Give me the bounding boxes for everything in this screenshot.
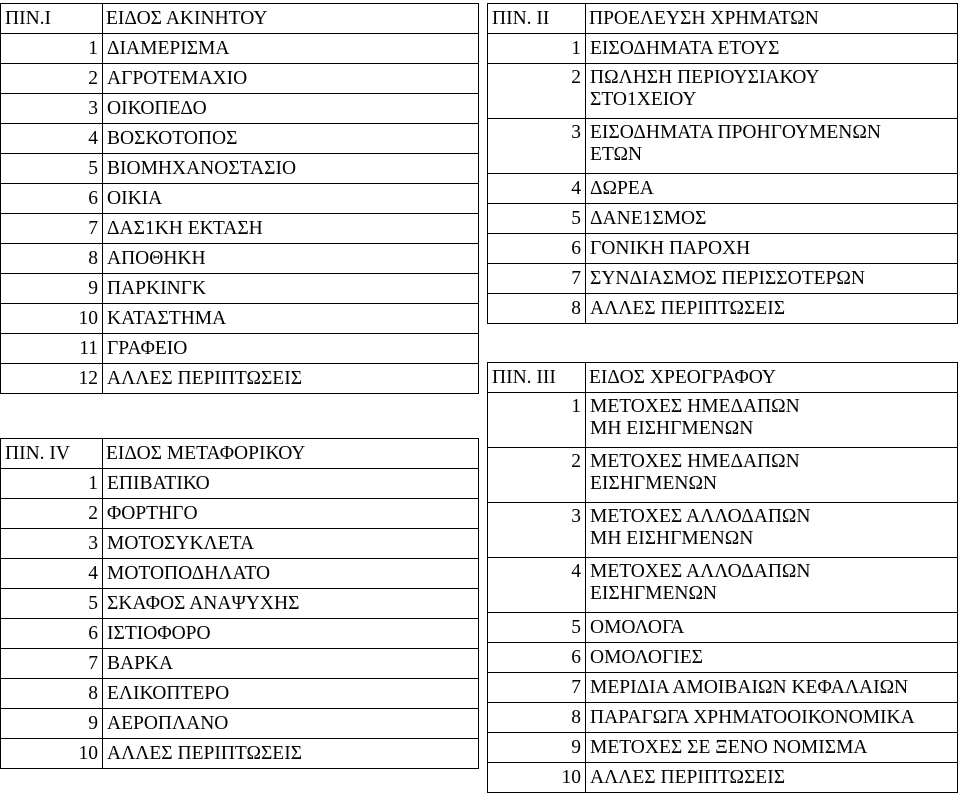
table-i-row: [1, 64, 479, 94]
table-iii-row-label-cell: [586, 643, 958, 673]
table-i-row-label: ΚΑΤΑΣΤΗΜΑ: [107, 308, 227, 329]
table-iv-row: [1, 679, 479, 709]
table-i-code-text: ΠΙΝ.Ι: [5, 8, 52, 29]
table-i-row-num-cell: [1, 184, 103, 214]
table-ii-row: [488, 174, 958, 204]
table-iii-row: [488, 448, 958, 503]
table-iv-row-label-cell: [103, 499, 479, 529]
table-ii-row-label: ΔΩΡΕΑ: [590, 178, 654, 199]
table-i-row: [1, 34, 479, 64]
table-i-row-num: 1: [88, 38, 98, 59]
table-iv-row-label: ΑΕΡΟΠΛΑΝΟ: [107, 713, 229, 734]
table-i-row-num: 2: [88, 68, 98, 89]
table-iv-row: [1, 649, 479, 679]
table-i-row-label-cell: [103, 364, 479, 394]
table-iii-row-num: 10: [561, 767, 581, 788]
table-iv-row-num-cell: [1, 499, 103, 529]
right-code-table: [487, 3, 958, 793]
table-i-row-label: ΑΠΟΘΗΚΗ: [107, 248, 206, 269]
table-iv-row: [1, 499, 479, 529]
table-iv-row-label: ΑΛΛΕΣ ΠΕΡΙΠΤΩΣΕΙΣ: [107, 743, 303, 764]
table-ii-row-num: 7: [571, 268, 581, 289]
right-table-body: [488, 4, 958, 793]
table-ii-row-label-cell: [586, 34, 958, 64]
table-iv-row: [1, 739, 479, 769]
table-iii-row: [488, 673, 958, 703]
table-iii-row-label: ΜΕΤΟΧΕΣ ΗΜΕΔΑΠΩΝ: [590, 396, 800, 417]
table-i-row-num: 7: [88, 218, 98, 239]
table-iv-row-label-cell: [103, 619, 479, 649]
table-iii-row-label-cell: [586, 733, 958, 763]
table-iv-row: [1, 559, 479, 589]
table-i-row-label: ΟΙΚΟΠΕΔΟ: [107, 98, 207, 119]
table-iii-row-num-cell: [488, 643, 586, 673]
table-ii-row-label-cell: [586, 234, 958, 264]
table-ii-row-num-cell: [488, 64, 586, 119]
table-ii-row-label-cell: [586, 64, 958, 119]
table-i-row-label-cell: [103, 154, 479, 184]
table-iv-row-num-cell: [1, 649, 103, 679]
table-iv-row-num: 9: [88, 713, 98, 734]
table-i-row-num-cell: [1, 304, 103, 334]
table-iv-row-num-cell: [1, 469, 103, 499]
table-iv-row-num: 2: [88, 503, 98, 524]
table-iii-row-num: 1: [571, 396, 581, 417]
spacer-cell: [586, 324, 958, 363]
table-ii-row-label: ΣΥΝΔΙΑΣΜΟΣ ΠΕΡΙΣΣΟΤΕΡΩΝ: [590, 268, 865, 289]
table-ii-row-num: 6: [571, 238, 581, 259]
table-iii-row-label: ΟΜΟΛΟΓΑ: [590, 617, 685, 638]
table-iii-row: [488, 763, 958, 793]
table-iii-row-label: ΠΑΡΑΓΩΓΑ ΧΡΗΜΑΤΟΟΙΚΟΝΟΜΙΚΑ: [590, 707, 915, 728]
table-iii-row-num-cell: [488, 503, 586, 558]
table-ii-row: [488, 294, 958, 324]
table-iii-code: [488, 363, 586, 393]
table-ii-row: [488, 234, 958, 264]
table-ii-row-num: 2: [571, 67, 581, 88]
table-iii-row: [488, 643, 958, 673]
table-iv-row: [1, 589, 479, 619]
table-i-row-num-cell: [1, 274, 103, 304]
table-i-row-num: 8: [88, 248, 98, 269]
table-iii-row-label-cell: [586, 393, 958, 448]
table-iv-row-label: ΕΛΙΚΟΠΤΕΡΟ: [107, 683, 230, 704]
table-i-row-label: ΒΙΟΜΗΧΑΝΟΣΤΑΣΙΟ: [107, 158, 297, 179]
table-ii-row-num: 4: [571, 178, 581, 199]
table-ii-row-num-cell: [488, 234, 586, 264]
table-iii-row-num-cell: [488, 558, 586, 613]
table-ii-row-label: ΓΟΝΙΚΗ ΠΑΡΟΧΗ: [590, 238, 751, 259]
table-iv-row-num-cell: [1, 619, 103, 649]
table-iv-row-label: ΒΑΡΚΑ: [107, 653, 174, 674]
table-i-row-label-cell: [103, 244, 479, 274]
table-iii-row-label-line2: ΜΗ ΕΙΣΗΓΜΕΝΩΝ: [590, 528, 754, 549]
table-iii-row-num-cell: [488, 448, 586, 503]
table-ii-title-text: ΠΡΟΕΛΕΥΣΗ ΧΡΗΜΑΤΩΝ: [589, 8, 819, 29]
table-iii-row-num-cell: [488, 393, 586, 448]
table-i-row: [1, 94, 479, 124]
table-ii-row-num-cell: [488, 119, 586, 174]
table-iv-row: [1, 469, 479, 499]
table-iv-title-text: ΕΙΔΟΣ ΜΕΤΑΦΟΡΙΚΟΥ: [106, 443, 306, 464]
table-ii-row-num: 3: [571, 122, 581, 143]
table-iii-row-num-cell: [488, 613, 586, 643]
table-ii-row-label-line2: ΣΤΟ1ΧΕΙΟΥ: [590, 89, 697, 110]
table-i-row: [1, 364, 479, 394]
table-i-row-num: 6: [88, 188, 98, 209]
table-iv-row-num: 3: [88, 533, 98, 554]
table-iv-row: [1, 529, 479, 559]
table-i-row-label-cell: [103, 214, 479, 244]
table-iii-row: [488, 503, 958, 558]
table-i-row-num-cell: [1, 64, 103, 94]
table-ii-row-label-line2: ΕΤΩΝ: [590, 144, 643, 165]
spacer-cell: [1, 394, 103, 439]
spacer-cell: [488, 324, 586, 363]
table-ii-row-label: ΠΩΛΗΣΗ ΠΕΡΙΟΥΣΙΑΚΟΥ: [590, 67, 820, 88]
table-iv-row-num-cell: [1, 709, 103, 739]
table-i-row-num-cell: [1, 94, 103, 124]
table-i-row-num-cell: [1, 244, 103, 274]
table-iv-row-num: 10: [78, 743, 98, 764]
table-iv-row-num-cell: [1, 739, 103, 769]
table-iii-row-num: 5: [571, 617, 581, 638]
table-ii-header-row: [488, 4, 958, 34]
table-i-row-label-cell: [103, 34, 479, 64]
table-ii-row: [488, 34, 958, 64]
table-i-row-num-cell: [1, 154, 103, 184]
table-iii-row-label: ΜΕΤΟΧΕΣ ΑΛΛΟΔΑΠΩΝ: [590, 506, 811, 527]
table-iii-row-label: ΜΕΡΙΔΙΑ ΑΜΟΙΒΑΙΩΝ ΚΕΦΑΛΑΙΩΝ: [590, 677, 909, 698]
table-iv-row-num: 4: [88, 563, 98, 584]
left-table-body: [1, 4, 479, 769]
table-iv-row-label-cell: [103, 559, 479, 589]
table-iii-row: [488, 558, 958, 613]
table-iii-row-label-cell: [586, 503, 958, 558]
table-i-row-label: ΠΑΡΚΙΝΓΚ: [107, 278, 207, 299]
table-iv-title: [103, 439, 479, 469]
table-i-row: [1, 274, 479, 304]
table-iii-row: [488, 393, 958, 448]
table-iv-code: [1, 439, 103, 469]
table-iv-row-label: ΕΠΙΒΑΤΙΚΟ: [107, 473, 210, 494]
table-iv-row-label-cell: [103, 469, 479, 499]
table-iv-row-num-cell: [1, 559, 103, 589]
table-iv-row-label: ΙΣΤΙΟΦΟΡΟ: [107, 623, 211, 644]
table-iii-header-row: [488, 363, 958, 393]
table-iii-row-label-line2: ΕΙΣΗΓΜΕΝΩΝ: [590, 583, 718, 604]
table-i-row-num-cell: [1, 124, 103, 154]
table-ii-row-num-cell: [488, 204, 586, 234]
table-iii-row-label-cell: [586, 558, 958, 613]
table-ii-row-num-cell: [488, 174, 586, 204]
table-ii-row: [488, 64, 958, 119]
table-iii-row-label-cell: [586, 673, 958, 703]
table-iv-row-num: 8: [88, 683, 98, 704]
table-iii-row-num-cell: [488, 673, 586, 703]
spacer-cell: [103, 394, 479, 439]
table-i-row-label: ΓΡΑΦΕΙΟ: [107, 338, 188, 359]
table-iv-row-label-cell: [103, 679, 479, 709]
table-ii-row-num: 8: [571, 298, 581, 319]
table-i-row-label: ΟΙΚΙΑ: [107, 188, 163, 209]
table-iv-row-label: ΣΚΑΦΟΣ ΑΝΑΨΥΧΗΣ: [107, 593, 300, 614]
table-i-row-label: ΔΑΣ1ΚΗ ΕΚΤΑΣΗ: [107, 218, 263, 239]
table-i-row-num: 5: [88, 158, 98, 179]
table-iv-code-text: ΠΙΝ. IV: [5, 443, 70, 464]
table-ii-row-label: ΕΙΣΟΔΗΜΑΤΑ ΠΡΟΗΓΟΥΜΕΝΩΝ: [590, 122, 881, 143]
table-iv-row: [1, 619, 479, 649]
table-ii-row-label-cell: [586, 174, 958, 204]
table-iii-row-label-line2: ΕΙΣΗΓΜΕΝΩΝ: [590, 473, 718, 494]
table-i-row-label: ΔΙΑΜΕΡΙΣΜΑ: [107, 38, 230, 59]
table-iii-row-num: 3: [571, 506, 581, 527]
table-ii-row-label: ΕΙΣΟΔΗΜΑΤΑ ΕΤΟΥΣ: [590, 38, 780, 59]
table-i-row-label-cell: [103, 334, 479, 364]
table-ii-spacer-row: [488, 324, 958, 363]
table-i-row-label: ΑΓΡΟΤΕΜΑΧΙΟ: [107, 68, 248, 89]
table-ii-row-num-cell: [488, 264, 586, 294]
table-i-row-num-cell: [1, 214, 103, 244]
table-iv-row-label-cell: [103, 709, 479, 739]
table-iii-row: [488, 703, 958, 733]
table-i-row: [1, 154, 479, 184]
table-iii-row-label-cell: [586, 448, 958, 503]
table-iv-row-label: ΦΟΡΤΗΓΟ: [107, 503, 198, 524]
table-iii-row-num: 7: [571, 677, 581, 698]
table-i-row-num-cell: [1, 334, 103, 364]
table-iv-row-label-cell: [103, 739, 479, 769]
table-i-title: [103, 4, 479, 34]
table-iv-row-num-cell: [1, 529, 103, 559]
table-iii-row-label-cell: [586, 613, 958, 643]
table-iii-row-num: 9: [571, 737, 581, 758]
table-iv-row-num: 7: [88, 653, 98, 674]
table-iv-header-row: [1, 439, 479, 469]
table-ii-row-label-cell: [586, 204, 958, 234]
table-ii-row-label-cell: [586, 264, 958, 294]
table-iv-row-label: ΜΟΤΟΠΟΔΗΛΑΤΟ: [107, 563, 271, 584]
table-i-row-num: 10: [78, 308, 98, 329]
table-i-row-label-cell: [103, 64, 479, 94]
table-iii-row-label-line2: ΜΗ ΕΙΣΗΓΜΕΝΩΝ: [590, 418, 754, 439]
table-ii-row-label-cell: [586, 119, 958, 174]
table-ii-row-num-cell: [488, 294, 586, 324]
table-i-row-num-cell: [1, 364, 103, 394]
table-ii-row-num-cell: [488, 34, 586, 64]
table-ii-row: [488, 264, 958, 294]
table-iii-row-num: 4: [571, 561, 581, 582]
table-iv-row-num-cell: [1, 589, 103, 619]
table-iii-row-label: ΜΕΤΟΧΕΣ ΣΕ ΞΕΝΟ ΝΟΜΙΣΜΑ: [590, 737, 868, 758]
table-i-row: [1, 184, 479, 214]
table-iii-row-label-cell: [586, 703, 958, 733]
table-iv-row: [1, 709, 479, 739]
table-iv-row-label-cell: [103, 529, 479, 559]
table-iv-row-num-cell: [1, 679, 103, 709]
table-iii-row-num-cell: [488, 703, 586, 733]
table-iii-row-num: 8: [571, 707, 581, 728]
table-i-row: [1, 124, 479, 154]
table-iii-row-label: ΑΛΛΕΣ ΠΕΡΙΠΤΩΣΕΙΣ: [590, 767, 786, 788]
table-i-row: [1, 304, 479, 334]
table-iii-row-num-cell: [488, 733, 586, 763]
table-iii-row-label: ΟΜΟΛΟΓΙΕΣ: [590, 647, 704, 668]
table-iv-row-label-cell: [103, 589, 479, 619]
table-i-row-label-cell: [103, 124, 479, 154]
table-i-row-num: 4: [88, 128, 98, 149]
table-i-row-num: 3: [88, 98, 98, 119]
table-ii-row-label: ΑΛΛΕΣ ΠΕΡΙΠΤΩΣΕΙΣ: [590, 298, 786, 319]
table-i-row-num: 12: [78, 368, 98, 389]
table-iii-code-text: ΠΙΝ. ΙΙΙ: [492, 367, 556, 388]
left-code-table: [0, 3, 479, 769]
table-i-code: [1, 4, 103, 34]
table-iii-row-label: ΜΕΤΟΧΕΣ ΗΜΕΔΑΠΩΝ: [590, 451, 800, 472]
table-iv-row-num: 5: [88, 593, 98, 614]
table-i-row-label-cell: [103, 184, 479, 214]
table-ii-row: [488, 204, 958, 234]
table-iv-row-num: 1: [88, 473, 98, 494]
table-i-row: [1, 214, 479, 244]
table-iv-row-label-cell: [103, 649, 479, 679]
table-i-spacer-row: [1, 394, 479, 439]
table-iv-row-num: 6: [88, 623, 98, 644]
table-iii-row: [488, 733, 958, 763]
table-i-row-num-cell: [1, 34, 103, 64]
table-ii-row: [488, 119, 958, 174]
table-ii-code: [488, 4, 586, 34]
table-iii-row: [488, 613, 958, 643]
table-i-row-label-cell: [103, 94, 479, 124]
table-iii-title-text: ΕΙΔΟΣ ΧΡΕΟΓΡΑΦΟΥ: [589, 367, 776, 388]
table-iii-row-num-cell: [488, 763, 586, 793]
table-ii-row-label-cell: [586, 294, 958, 324]
table-iii-row-label-cell: [586, 763, 958, 793]
table-iii-row-num: 2: [571, 451, 581, 472]
table-i-row-label: ΒΟΣΚΟΤΟΠΟΣ: [107, 128, 238, 149]
table-i-row-num: 11: [79, 338, 98, 359]
table-iii-row-label: ΜΕΤΟΧΕΣ ΑΛΛΟΔΑΠΩΝ: [590, 561, 811, 582]
table-iv-row-label: ΜΟΤΟΣΥΚΛΕΤΑ: [107, 533, 255, 554]
table-i-title-text: ΕΙΔΟΣ ΑΚΙΝΗΤΟΥ: [106, 8, 268, 29]
table-ii-code-text: ΠΙΝ. ΙΙ: [492, 8, 550, 29]
table-ii-row-label: ΔΑΝΕ1ΣΜΟΣ: [590, 208, 707, 229]
table-i-row: [1, 244, 479, 274]
table-ii-title: [586, 4, 958, 34]
table-i-header-row: [1, 4, 479, 34]
table-i-row-label-cell: [103, 304, 479, 334]
table-ii-row-num: 1: [571, 38, 581, 59]
table-i-row-num: 9: [88, 278, 98, 299]
table-i-row-label-cell: [103, 274, 479, 304]
table-i-row-label: ΑΛΛΕΣ ΠΕΡΙΠΤΩΣΕΙΣ: [107, 368, 303, 389]
table-ii-row-num: 5: [571, 208, 581, 229]
table-iii-row-num: 6: [571, 647, 581, 668]
table-i-row: [1, 334, 479, 364]
table-iii-title: [586, 363, 958, 393]
